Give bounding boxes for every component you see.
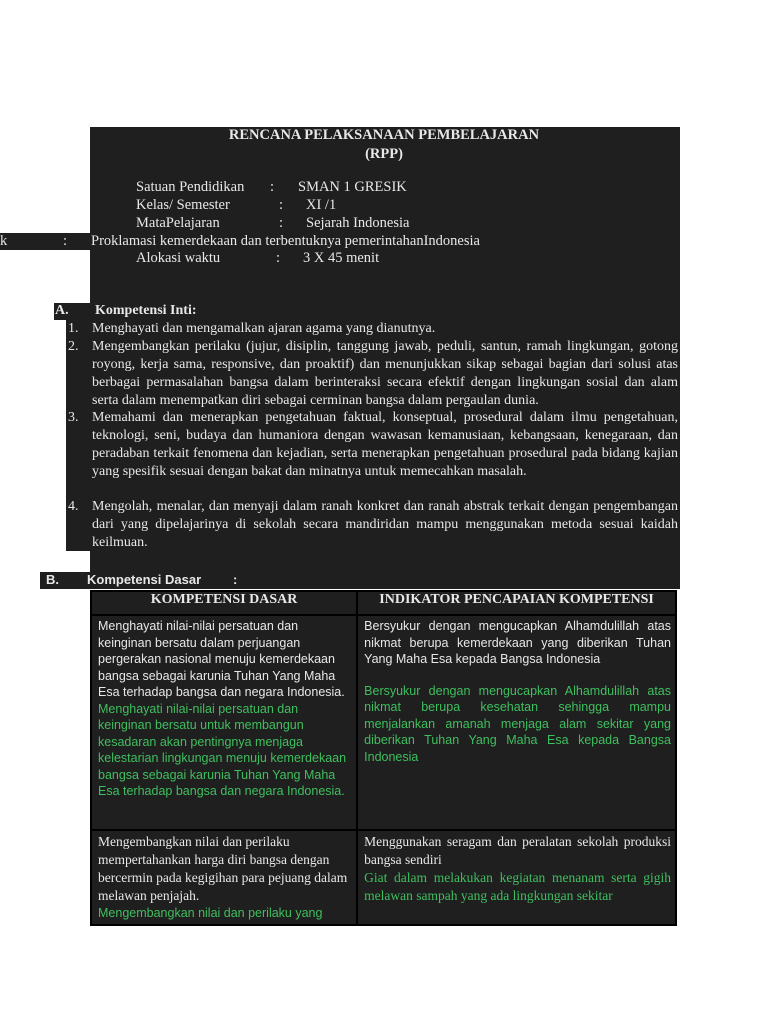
ki-item-number: 1. bbox=[68, 321, 79, 336]
ki-item bbox=[66, 320, 678, 338]
document-subtitle: (RPP) bbox=[365, 146, 403, 162]
ki-item-number: 4. bbox=[68, 499, 79, 514]
header-kompetensi-dasar: KOMPETENSI DASAR bbox=[91, 591, 357, 615]
section-b-title: Kompetensi Dasar bbox=[87, 572, 202, 587]
ki-item-text: Mengembangkan perilaku (jujur, disiplin, tanggung jawab, peduli, santun, ramah lingkungan, gotong royong, kerja sama, responsive, dan proaktif) dan menunjukkan sikap sebagai bagian dari solusi atas berbagai permasalahan bangsa dalam berinteraksi secara efektif dengan lingkungan sosial dan alam serta dalam menempatkan diri sebagai cerminan bangsa dalam pergaulan dunia. bbox=[92, 339, 678, 408]
satuan-value: SMAN 1 GRESIK bbox=[298, 179, 407, 195]
ki-item-text: Mengolah, menalar, dan menyaji dalam ranah konkret dan ranah abstrak terkait dengan pengembangan dari yang dipelajarinya di sekolah secara mandiridan mampu menggunakan metoda sesuai kaidah keilmuan. bbox=[92, 499, 678, 550]
indicator-text-white: Menggunakan seragam dan peralatan sekolah produksi bangsa sendiri bbox=[364, 834, 671, 867]
alokasi-colon: : bbox=[276, 250, 281, 266]
kd-text-white: Menghayati nilai-nilai persatuan dan keinginan bersatu dalam perjuangan pergerakan nasional menuju kemerdekaan bangsa sebagai karunia Tuhan Yang Maha Esa terhadap bangsa dan negara Indonesia. bbox=[98, 619, 345, 699]
section-b-colon: : bbox=[233, 572, 238, 587]
kd-text-green: Mengembangkan nilai dan perilaku yang bbox=[98, 906, 323, 920]
indicator-text-white: Bersyukur dengan mengucapkan Alhamdulillah atas nikmat berupa kemerdekaan yang diberikan Tuhan Yang Maha Esa kepada Bangsa Indonesia bbox=[364, 619, 671, 666]
kelas-value: XI /1 bbox=[306, 197, 337, 213]
ki-item-text: Menghayati dan mengamalkan ajaran agama yang dianutnya. bbox=[92, 321, 436, 336]
section-b-letter: B. bbox=[46, 572, 59, 587]
header-indikator: INDIKATOR PENCAPAIAN KOMPETENSI bbox=[357, 591, 676, 615]
competency-table bbox=[90, 590, 677, 926]
materi-label-fragment: k bbox=[0, 233, 8, 249]
materi-left-strip bbox=[0, 233, 90, 250]
materi-value: Proklamasi kemerdekaan dan terbentuknya pemerintahanIndonesia bbox=[91, 233, 480, 249]
satuan-label: Satuan Pendidikan bbox=[136, 179, 245, 195]
indicator-cell bbox=[357, 830, 676, 925]
indicator-text-green: Bersyukur dengan mengucapkan Alhamdulillah atas nikmat berupa kesehatan sehingga mampu menjalankan amanah menjaga alam sekitar yang diberikan Tuhan Yang Maha Esa kepada Bangsa Indonesia bbox=[364, 683, 671, 764]
table-row bbox=[91, 830, 676, 925]
alokasi-value: 3 X 45 menit bbox=[303, 250, 380, 266]
kd-text-green: Menghayati nilai-nilai persatuan dan keinginan bersatu untuk membangun kesadaran akan pentingnya menjaga kelestarian lingkungan menuju kemerdekaan bangsa sebagai karunia Tuhan Yang Maha Esa terhadap bangsa dan negara Indonesia. bbox=[98, 701, 347, 798]
ki-item bbox=[66, 409, 678, 499]
ki-item-number: 2. bbox=[68, 339, 79, 354]
ki-item bbox=[66, 498, 678, 552]
alokasi-label: Alokasi waktu bbox=[136, 250, 221, 266]
mapel-value: Sejarah Indonesia bbox=[306, 215, 410, 231]
kelas-label: Kelas/ Semester bbox=[136, 197, 230, 213]
kelas-colon: : bbox=[279, 197, 284, 213]
section-a-letter: A. bbox=[55, 303, 69, 318]
satuan-colon: : bbox=[270, 179, 275, 195]
kd-cell bbox=[91, 830, 357, 925]
table-row bbox=[91, 615, 676, 830]
table-header-row bbox=[91, 591, 676, 615]
ki-item bbox=[66, 338, 678, 410]
document-title: RENCANA PELAKSANAAN PEMBELAJARAN bbox=[228, 127, 540, 143]
ki-item-number: 3. bbox=[68, 410, 79, 425]
indicator-text-green: Giat dalam melakukan kegiatan menanam serta gigih melawan sampah yang ada lingkungan sekitar bbox=[364, 870, 671, 903]
mapel-label: MataPelajaran bbox=[136, 215, 220, 231]
section-a-title: Kompetensi Inti: bbox=[95, 303, 197, 318]
kd-cell bbox=[91, 615, 357, 830]
mapel-colon: : bbox=[279, 215, 284, 231]
indicator-cell bbox=[357, 615, 676, 830]
ki-item-text: Memahami dan menerapkan pengetahuan faktual, konseptual, prosedural dalam ilmu pengetahuan, teknologi, seni, budaya dan humaniora dengan wawasan kemanusiaan, kebangsaan, kenegaraan, dan peradaban terkait fenomena dan kejadian, serta menerapkan pengetahuan prosedural pada bidang kajian yang spesifik sesuai dengan bakat dan minatnya untuk memecahkan masalah. bbox=[92, 410, 678, 479]
kd-text-white: Mengembangkan nilai dan perilaku mempertahankan harga diri bangsa dengan bercermin pada kegigihan para pejuang dalam melawan penjajah. bbox=[98, 834, 348, 903]
materi-colon: : bbox=[63, 233, 68, 249]
